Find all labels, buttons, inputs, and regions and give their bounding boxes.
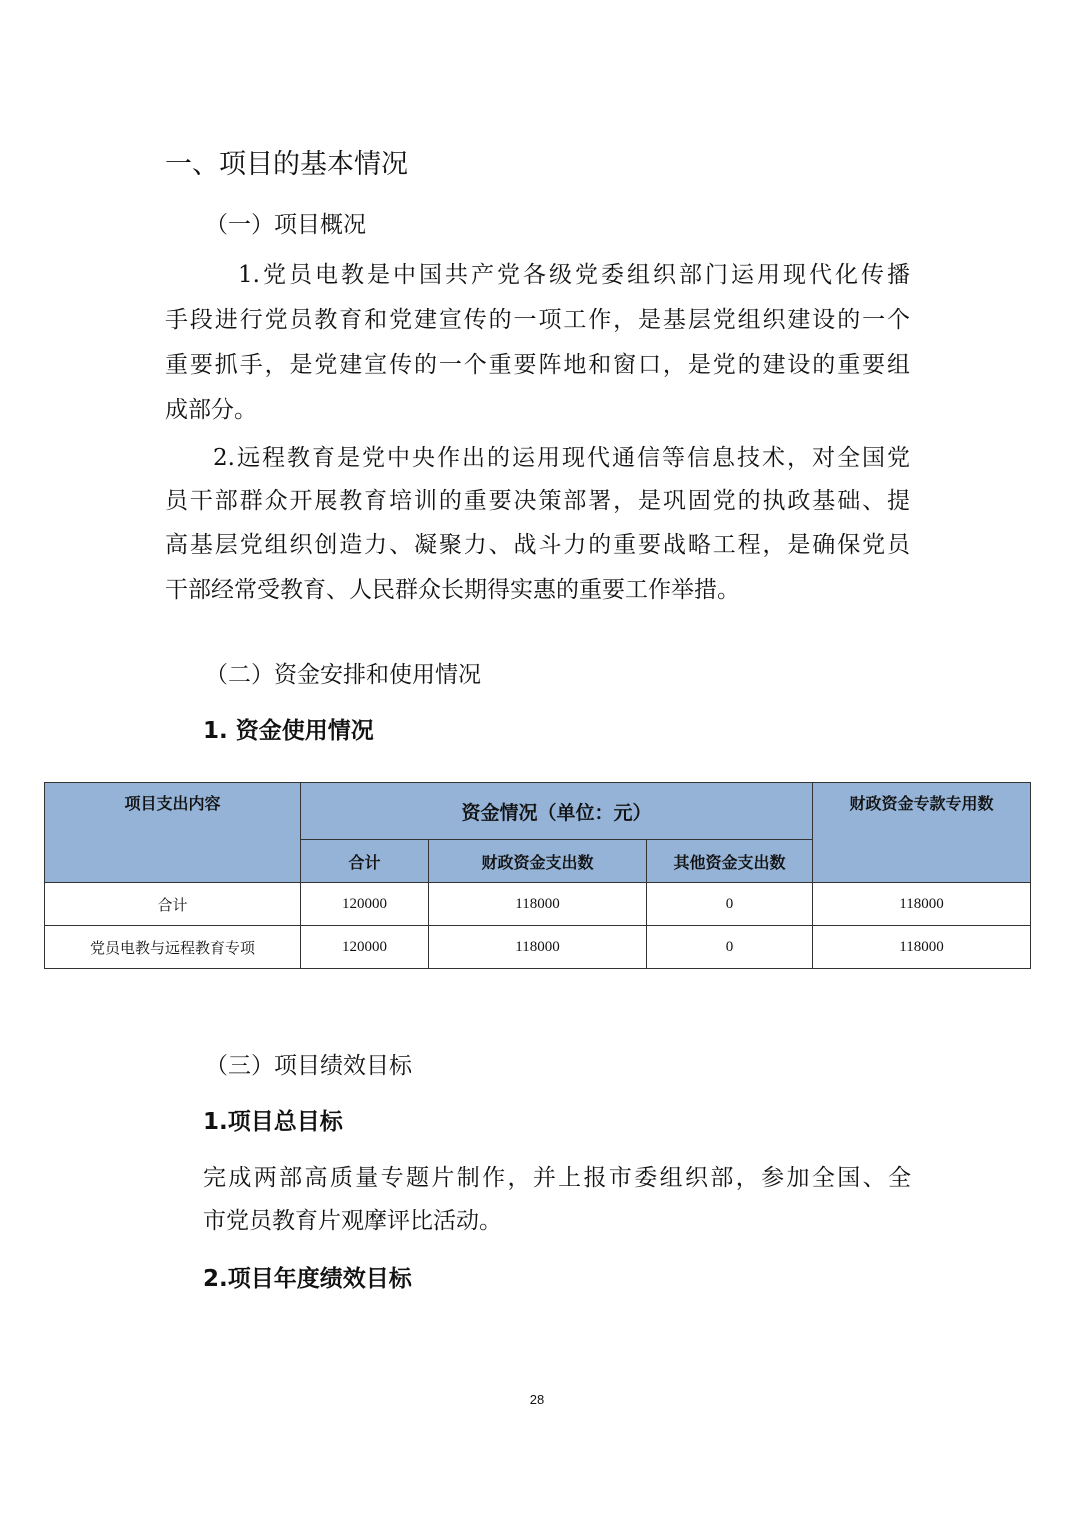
- paragraph-line: 高基层党组织创造力、凝聚力、战斗力的重要战略工程，是确保党员: [165, 532, 910, 558]
- paragraph-line: 干部经常受教育、人民群众长期得实惠的重要工作举措。: [165, 577, 740, 603]
- section-overview-title: （一）项目概况: [205, 212, 366, 238]
- table-row: [45, 883, 1031, 926]
- paragraph-line: 手段进行党员教育和党建宣传的一项工作，是基层党组织建设的一个: [165, 307, 910, 333]
- paragraph-line: 成部分。: [165, 397, 257, 423]
- cell: 120000: [301, 883, 429, 926]
- subsection-annual-goal: 2.项目年度绩效目标: [203, 1266, 412, 1292]
- section-funds-title: （二）资金安排和使用情况: [205, 662, 481, 688]
- cell: 0: [647, 883, 813, 926]
- header-special: 财政资金专款专用数: [813, 783, 1031, 883]
- paragraph-line: 完成两部高质量专题片制作，并上报市委组织部，参加全国、全: [203, 1165, 911, 1191]
- cell: 118000: [429, 883, 647, 926]
- cell: 118000: [813, 926, 1031, 969]
- paragraph-line: 1.党员电教是中国共产党各级党委组织部门运用现代化传播: [238, 262, 910, 288]
- paragraph-line: 市党员教育片观摩评比活动。: [203, 1208, 502, 1234]
- header-total: 合计: [301, 840, 429, 883]
- header-fiscal: 财政资金支出数: [429, 840, 647, 883]
- header-item: 项目支出内容: [45, 783, 301, 883]
- header-other: 其他资金支出数: [647, 840, 813, 883]
- funds-table: [44, 782, 1031, 969]
- subsection-fund-usage: 1. 资金使用情况: [203, 718, 374, 744]
- cell: 120000: [301, 926, 429, 969]
- cell: 118000: [429, 926, 647, 969]
- paragraph-line: 重要抓手，是党建宣传的一个重要阵地和窗口，是党的建设的重要组: [165, 352, 910, 378]
- paragraph-line: 员干部群众开展教育培训的重要决策部署，是巩固党的执政基础、提: [165, 488, 910, 514]
- subsection-overall-goal: 1.项目总目标: [203, 1109, 343, 1135]
- heading-basic-info: 一、项目的基本情况: [165, 149, 408, 180]
- header-funds: 资金情况（单位：元）: [301, 783, 813, 840]
- paragraph-line: 2.远程教育是党中央作出的运用现代通信等信息技术，对全国党: [213, 445, 910, 471]
- cell: 党员电教与远程教育专项: [45, 926, 301, 969]
- table-row: [45, 926, 1031, 969]
- page-number: 28: [529, 1392, 545, 1407]
- section-goals-title: （三）项目绩效目标: [205, 1053, 412, 1079]
- cell: 合计: [45, 883, 301, 926]
- cell: 118000: [813, 883, 1031, 926]
- cell: 0: [647, 926, 813, 969]
